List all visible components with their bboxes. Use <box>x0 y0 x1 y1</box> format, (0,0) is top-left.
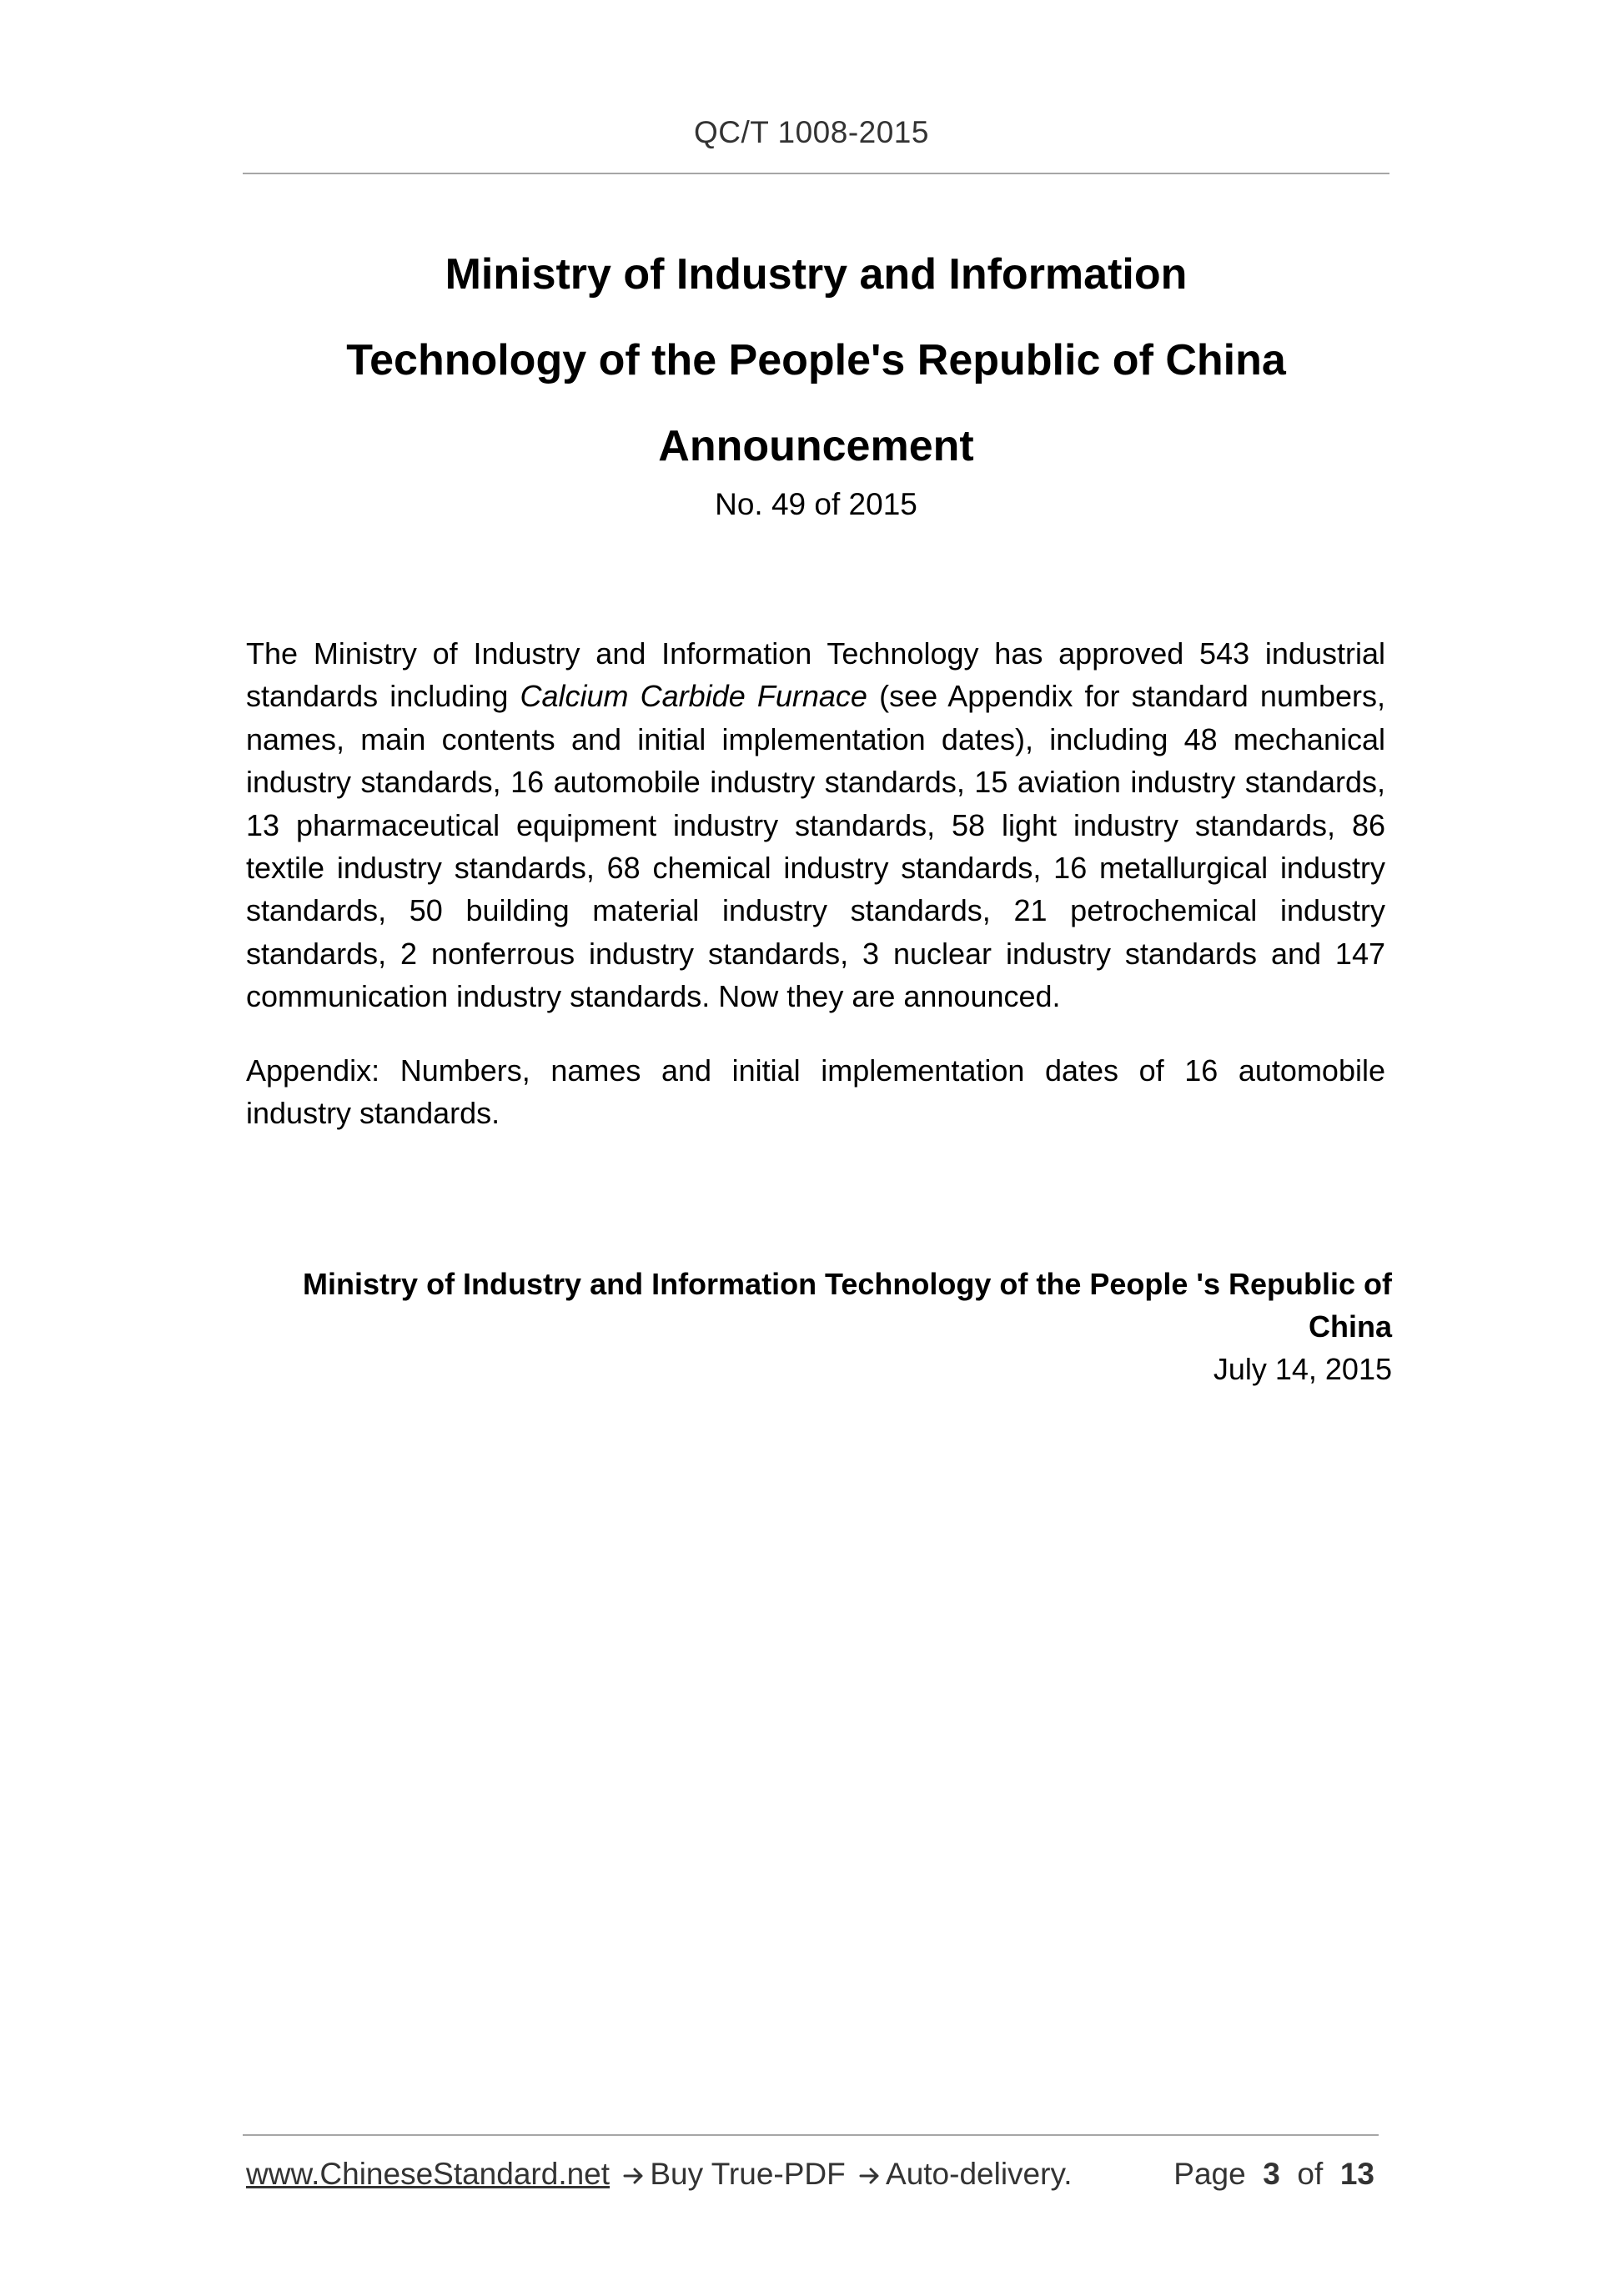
signature-org-line-1: Ministry of Industry and Information Technology of the People 's Republic of <box>303 1267 1392 1301</box>
delivery-step-text: Auto-delivery. <box>886 2157 1073 2191</box>
title-line-3: Announcement <box>658 422 974 470</box>
signature-date: July 14, 2015 <box>1213 1352 1392 1386</box>
page-of-label: of <box>1297 2157 1324 2191</box>
header-divider <box>243 173 1389 174</box>
page-indicator <box>1173 2157 1374 2192</box>
right-arrow-icon <box>623 2157 645 2192</box>
title-line-1: Ministry of Industry and Information <box>445 250 1188 299</box>
page-footer <box>246 2157 1379 2198</box>
right-arrow-icon <box>859 2157 881 2192</box>
document-code: QC/T 1008-2015 <box>694 115 929 149</box>
signature-org-line-2: China <box>1308 1309 1392 1344</box>
appendix-paragraph: Appendix: Numbers, names and initial implementation dates of 16 automobile industry standards. <box>246 1053 1385 1131</box>
announcement-title <box>243 232 1389 525</box>
buy-step-text: Buy True-PDF <box>650 2157 846 2191</box>
website-link[interactable]: www.ChineseStandard.net <box>246 2157 611 2191</box>
footer-left <box>246 2157 1072 2192</box>
page-label: Page <box>1173 2157 1246 2191</box>
paragraph-1-text-start: The Ministry of Industry and Information Technology has approved 543 industrial standards including <box>246 636 1385 714</box>
body-paragraph-1 <box>246 632 1385 1018</box>
title-line-2: Technology of the People's Republic of China <box>346 336 1286 384</box>
announcement-number: No. 49 of 2015 <box>715 487 917 521</box>
footer-divider <box>243 2134 1379 2136</box>
total-pages-number: 13 <box>1339 2157 1374 2191</box>
signature-block <box>243 1263 1392 1391</box>
current-page-number: 3 <box>1263 2157 1280 2191</box>
standard-name-italic: Calcium Carbide Furnace <box>520 679 867 714</box>
paragraph-1-text-end: (see Appendix for standard numbers, names, main contents and initial implementation dates), including 48 mechanical industry standards, 16 automobile industry standards, 15 aviation industry standards, 13 pharmaceutical equipment industry standards, 58 light industry standards, 86 textile industry standards, 68 chemical industry standards, 16 metallurgical industry standards, 50 building material industry standards, 21 petrochemical industry standards, 2 nonferrous industry standards, 3 nuclear industry standards and 147 communication industry standards. Now they are announced. <box>246 679 1385 1014</box>
